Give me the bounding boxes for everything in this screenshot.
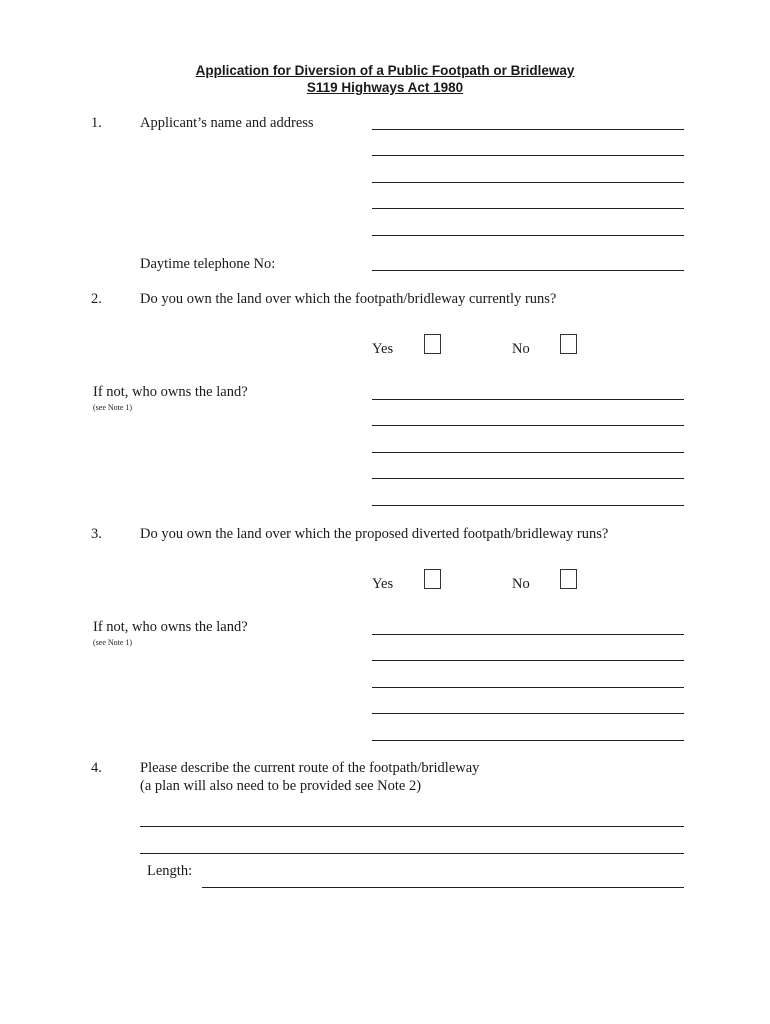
q3-owner-line-4[interactable] [372, 713, 684, 714]
q3-no-label: No [512, 576, 530, 592]
q4-length-label: Length: [147, 863, 193, 879]
q3-yes-label: Yes [372, 576, 394, 592]
q3-number: 3. [91, 526, 102, 542]
q3-owner-line-3[interactable] [372, 687, 684, 688]
q1-phone-line[interactable] [372, 270, 684, 271]
q1-phone-label: Daytime telephone No: [140, 256, 276, 272]
form-subtitle: S119 Highways Act 1980 [306, 80, 464, 95]
q3-if-not-label: If not, who owns the land? [93, 619, 248, 635]
form-title: Application for Diversion of a Public Footpath or Bridleway [195, 63, 575, 78]
q3-note: (see Note 1) [93, 638, 133, 647]
q1-label: Applicant’s name and address [140, 115, 314, 131]
q1-address-line-3[interactable] [372, 182, 684, 183]
q2-owner-line-4[interactable] [372, 478, 684, 479]
q2-owner-line-2[interactable] [372, 425, 684, 426]
q1-address-line-1[interactable] [372, 129, 684, 130]
q1-address-line-4[interactable] [372, 208, 684, 209]
q4-question-line-1: Please describe the current route of the footpath/bridleway [140, 760, 480, 776]
q3-yes-checkbox[interactable] [424, 569, 441, 589]
q2-question: Do you own the land over which the footpath/bridleway currently runs? [140, 291, 557, 307]
q3-no-checkbox[interactable] [560, 569, 577, 589]
q3-owner-line-2[interactable] [372, 660, 684, 661]
q2-note: (see Note 1) [93, 403, 133, 412]
q1-address-line-2[interactable] [372, 155, 684, 156]
q2-if-not-label: If not, who owns the land? [93, 384, 248, 400]
q1-number: 1. [91, 115, 102, 131]
q2-no-checkbox[interactable] [560, 334, 577, 354]
q3-owner-line-1[interactable] [372, 634, 684, 635]
q4-length-line[interactable] [202, 887, 684, 888]
q4-number: 4. [91, 760, 102, 776]
q2-yes-checkbox[interactable] [424, 334, 441, 354]
q3-question: Do you own the land over which the proposed diverted footpath/bridleway runs? [140, 526, 609, 542]
q2-yes-label: Yes [372, 341, 394, 357]
q1-address-line-5[interactable] [372, 235, 684, 236]
q2-owner-line-3[interactable] [372, 452, 684, 453]
q2-owner-line-5[interactable] [372, 505, 684, 506]
q2-number: 2. [91, 291, 102, 307]
q4-question-line-2: (a plan will also need to be provided see Note 2) [140, 778, 422, 794]
q4-route-line-2[interactable] [140, 853, 684, 854]
q2-owner-line-1[interactable] [372, 399, 684, 400]
q2-no-label: No [512, 341, 530, 357]
q4-route-line-1[interactable] [140, 826, 684, 827]
q3-owner-line-5[interactable] [372, 740, 684, 741]
